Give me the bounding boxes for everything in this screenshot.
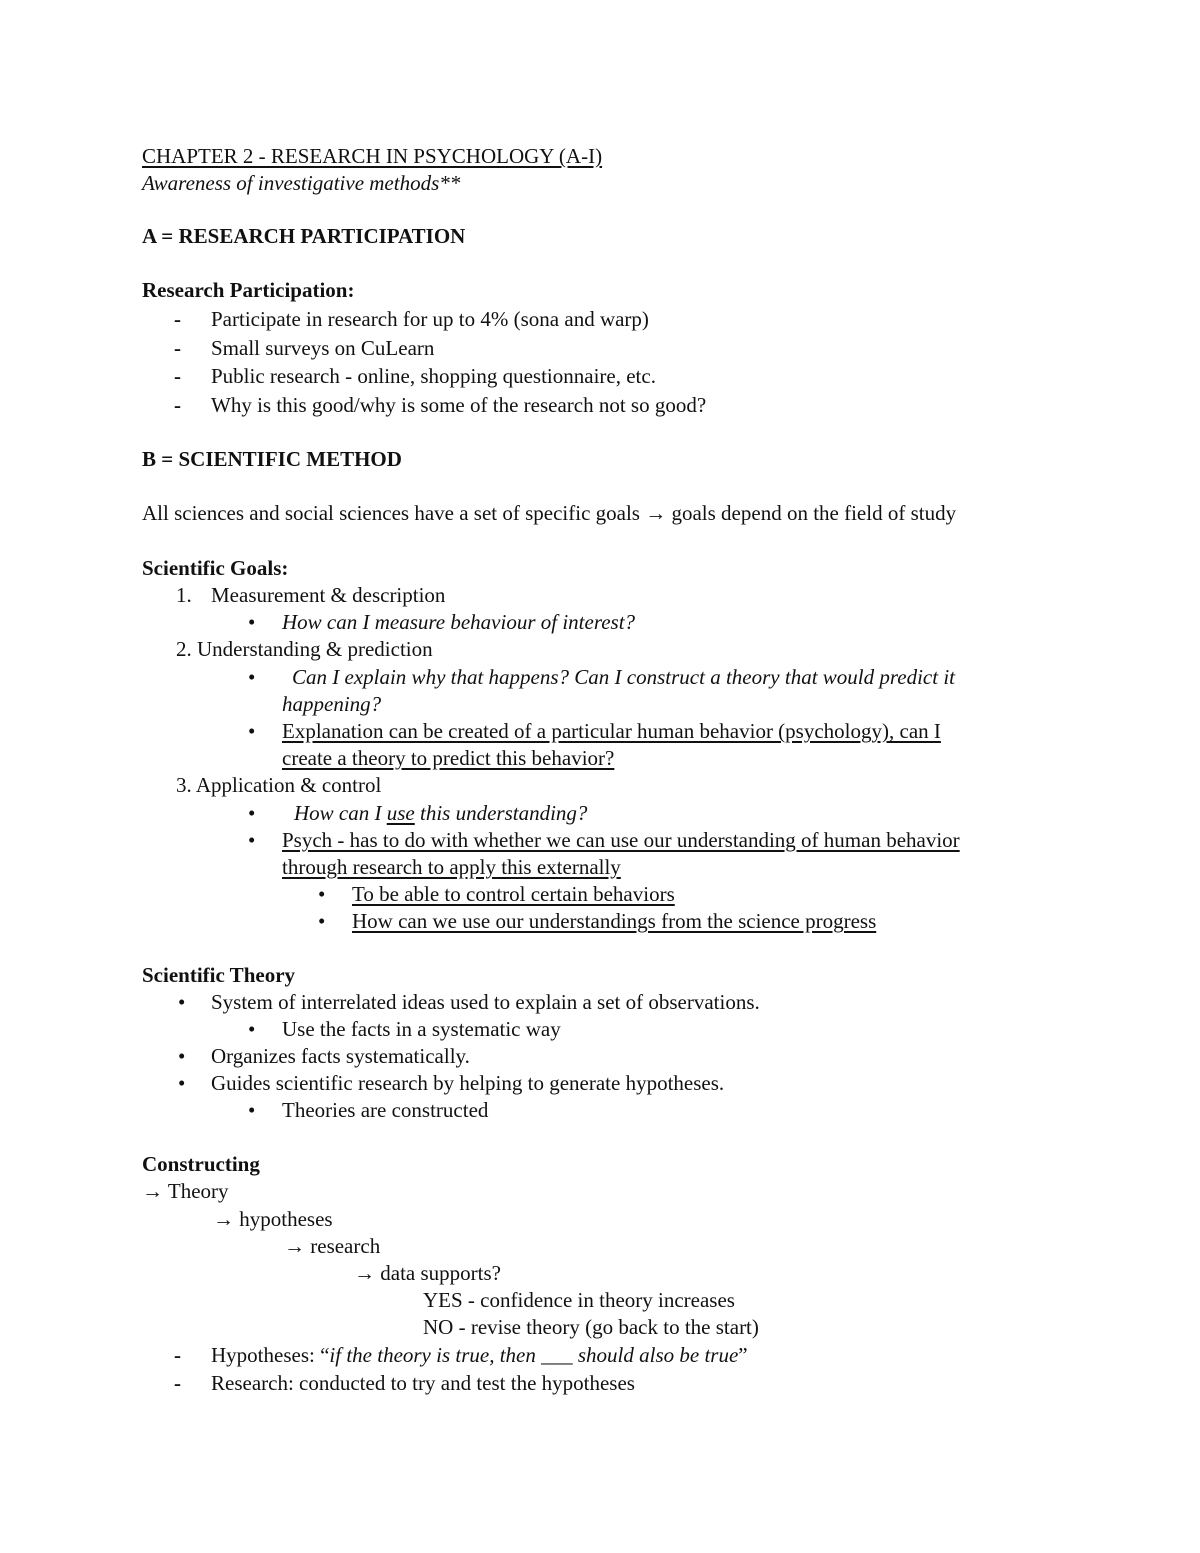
bullet-marker: • <box>248 1017 256 1041</box>
question-emphasis: use <box>386 801 415 825</box>
flow-step <box>284 1233 380 1260</box>
list-item: Small surveys on CuLearn <box>211 336 435 360</box>
bullet-marker: • <box>318 909 326 933</box>
hypotheses-close: ” <box>738 1343 748 1367</box>
dash-marker: - <box>174 307 181 331</box>
bullet-marker: • <box>178 1044 186 1068</box>
constructing-heading: Constructing <box>142 1152 260 1176</box>
goal-subnote: To be able to control certain behaviors <box>352 882 675 906</box>
list-item: Organizes facts systematically. <box>211 1044 470 1068</box>
bullet-marker: • <box>178 1071 186 1095</box>
dash-marker: - <box>174 1343 181 1367</box>
section-b-heading: B = SCIENTIFIC METHOD <box>142 447 402 471</box>
bullet-marker: • <box>248 719 256 743</box>
research-definition: Research: conducted to try and test the hypotheses <box>211 1371 635 1395</box>
page-subtitle: Awareness of investigative methods** <box>142 171 461 195</box>
goal-item: Measurement & description <box>211 583 446 607</box>
flow-step-label: data supports? <box>380 1261 501 1285</box>
question-part: How can I <box>294 801 387 825</box>
list-item: System of interrelated ideas used to explain a set of observations. <box>211 990 760 1014</box>
flow-step-label: hypotheses <box>239 1207 333 1231</box>
arrow-icon: → <box>213 1207 234 1231</box>
goal-note: Psych - has to do with whether we can use our understanding of human behavior <box>282 828 960 852</box>
dash-marker: - <box>174 336 181 360</box>
hypotheses-label: Hypotheses: “ <box>211 1343 330 1367</box>
goal-note-continued: create a theory to predict this behavior? <box>282 746 615 770</box>
goal-question-continued: happening? <box>282 692 382 716</box>
hypotheses-quote: if the theory is true, then ___ should also be true <box>329 1343 739 1367</box>
list-subitem: Use the facts in a systematic way <box>282 1017 561 1041</box>
bullet-marker: • <box>248 1098 256 1122</box>
bullet-marker: • <box>248 801 256 825</box>
flow-step-label: research <box>310 1234 381 1258</box>
research-participation-heading: Research Participation: <box>142 278 355 302</box>
list-item: Participate in research for up to 4% (sona and warp) <box>211 307 649 331</box>
bullet-marker: • <box>248 665 256 689</box>
goal-number: 1. <box>176 583 192 607</box>
scientific-theory-heading: Scientific Theory <box>142 963 296 987</box>
intro-text-after: goals depend on the field of study <box>671 501 957 525</box>
bullet-marker: • <box>248 828 256 852</box>
bullet-marker: • <box>178 990 186 1014</box>
goal-item: 3. Application & control <box>176 773 382 797</box>
section-a-heading: A = RESEARCH PARTICIPATION <box>142 224 466 248</box>
goal-item: 2. Understanding & prediction <box>176 637 433 661</box>
goal-note-continued: through research to apply this externally <box>282 855 621 879</box>
flow-step <box>213 1206 333 1233</box>
flow-outcome-no: NO - revise theory (go back to the start) <box>423 1315 759 1339</box>
arrow-icon: → <box>284 1234 305 1258</box>
section-b-intro <box>142 500 956 527</box>
dash-marker: - <box>174 364 181 388</box>
goal-note: Explanation can be created of a particular human behavior (psychology), can I <box>282 719 941 743</box>
intro-text-before: All sciences and social sciences have a set of specific goals <box>142 501 640 525</box>
arrow-icon: → <box>354 1261 375 1285</box>
flow-step <box>354 1260 501 1287</box>
bullet-marker: • <box>248 610 256 634</box>
scientific-goals-heading: Scientific Goals: <box>142 556 289 580</box>
goal-question: Can I explain why that happens? Can I construct a theory that would predict it <box>292 665 955 689</box>
bullet-marker: • <box>318 882 326 906</box>
goal-question: How can I measure behaviour of interest? <box>282 610 636 634</box>
goal-subnote: How can we use our understandings from the science progress <box>352 909 877 933</box>
hypotheses-definition <box>211 1342 748 1369</box>
list-item: Public research - online, shopping questionnaire, etc. <box>211 364 656 388</box>
flow-step-label: Theory <box>167 1179 229 1203</box>
flow-step <box>142 1178 229 1205</box>
page-title: CHAPTER 2 - RESEARCH IN PSYCHOLOGY (A-I) <box>142 144 603 168</box>
arrow-icon: → <box>142 1179 163 1203</box>
dash-marker: - <box>174 1371 181 1395</box>
flow-outcome-yes: YES - confidence in theory increases <box>423 1288 735 1312</box>
list-item: Why is this good/why is some of the research not so good? <box>211 393 707 417</box>
dash-marker: - <box>174 393 181 417</box>
arrow-icon: → <box>645 501 667 525</box>
list-item: Guides scientific research by helping to generate hypotheses. <box>211 1071 725 1095</box>
goal-question <box>294 800 587 827</box>
question-part: this understanding? <box>414 801 588 825</box>
list-subitem: Theories are constructed <box>282 1098 489 1122</box>
